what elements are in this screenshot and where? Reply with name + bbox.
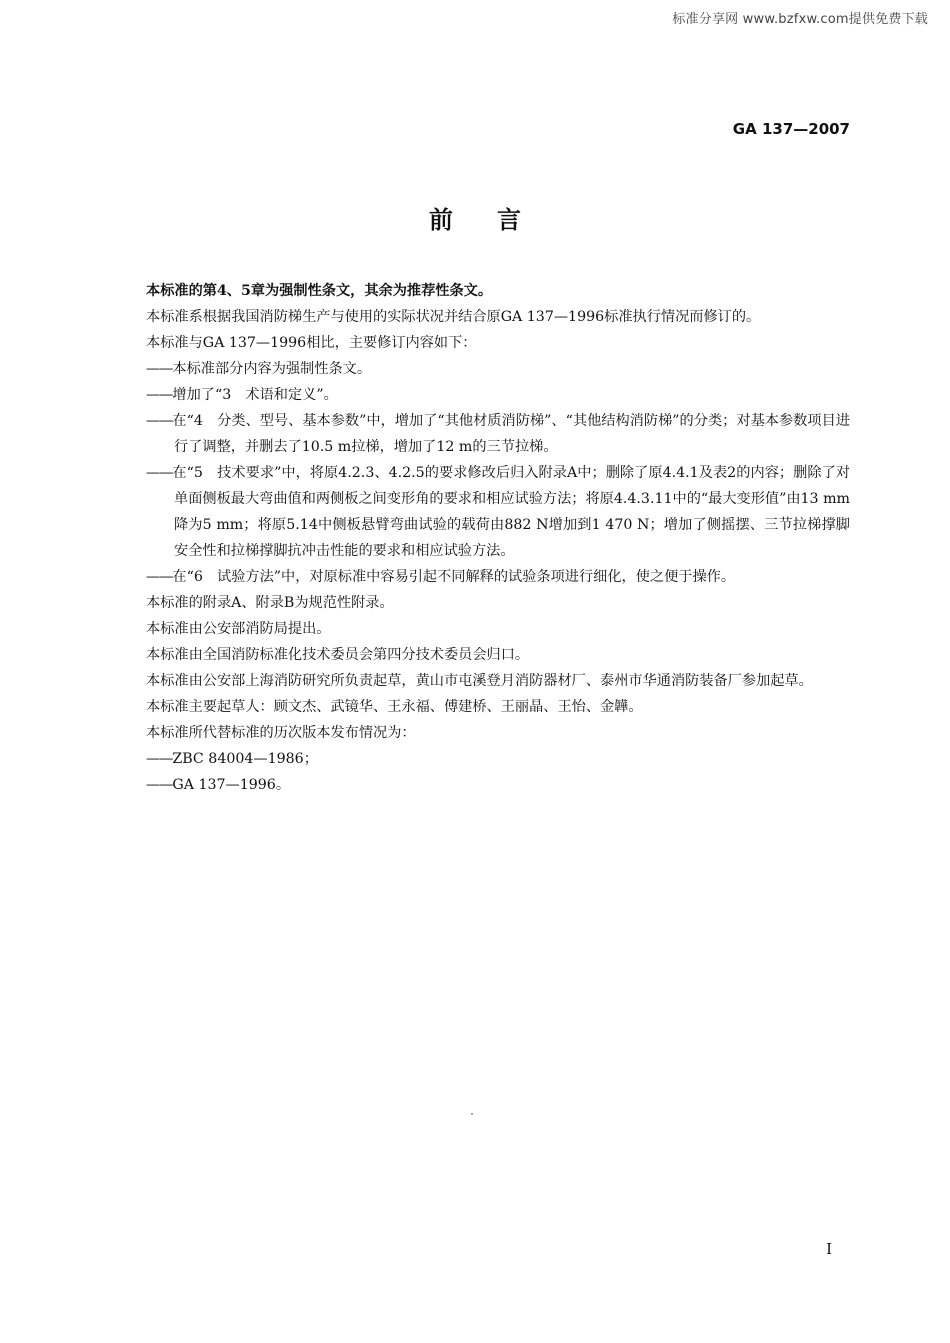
dash-prefix: —— — [146, 751, 173, 767]
revision-item: ——本标准部分内容为强制性条文。 — [146, 361, 372, 377]
paragraph-history-intro: 本标准所代替标准的历次版本发布情况为： — [146, 725, 416, 741]
document-body — [118, 278, 850, 798]
paragraph-committee: 本标准由全国消防标准化技术委员会第四分技术委员会归口。 — [146, 647, 530, 663]
dash-prefix: —— — [146, 465, 173, 481]
revision-item: ——增加了“3 术语和定义”。 — [146, 387, 338, 403]
paragraph-drafters: 本标准主要起草人：顾文杰、武镜华、王永福、傅建桥、王丽晶、王怡、金韡。 — [146, 699, 643, 715]
dash-prefix: —— — [146, 777, 173, 793]
paragraph-revision-intro: 本标准与GA 137—1996相比，主要修订内容如下： — [146, 335, 477, 351]
dash-prefix: —— — [146, 413, 173, 429]
paragraph-drafters-org: 本标准由公安部上海消防研究所负责起草，黄山市屯溪登月消防器材厂、泰州市华通消防装备厂参加起草。 — [146, 673, 813, 689]
watermark-text: 标准分享网 www.bzfxw.com提供免费下载 — [672, 12, 928, 27]
dash-prefix: —— — [146, 361, 173, 377]
page-number: I — [826, 1240, 832, 1258]
page-title: 前言 — [429, 206, 565, 234]
paragraph-proposer: 本标准由公安部消防局提出。 — [146, 621, 331, 637]
dash-prefix: —— — [146, 387, 173, 403]
scan-speck — [471, 1113, 473, 1115]
history-item: ——GA 137—1996。 — [146, 777, 291, 793]
standard-code: GA 137—2007 — [732, 120, 850, 138]
history-item: ——ZBC 84004—1986； — [146, 751, 318, 767]
paragraph-annexes: 本标准的附录A、附录B为规范性附录。 — [146, 595, 394, 611]
revision-item: ——在“4 分类、型号、基本参数”中，增加了“其他材质消防梯”、“其他结构消防梯”的分类；对基本参数项目进行了调整，并删去了10.5 m拉梯，增加了12 m的三节拉梯。 — [146, 413, 850, 455]
paragraph-basis: 本标准系根据我国消防梯生产与使用的实际状况并结合原GA 137—1996标准执行情况而修订的。 — [146, 309, 761, 325]
paragraph-mandatory-clauses: 本标准的第4、5章为强制性条文，其余为推荐性条文。 — [146, 283, 493, 299]
dash-prefix: —— — [146, 569, 173, 585]
revision-item: ——在“6 试验方法”中，对原标准中容易引起不同解释的试验条项进行细化，使之便于操作。 — [146, 569, 736, 585]
revision-item: ——在“5 技术要求”中，将原4.2.3、4.2.5的要求修改后归入附录A中；删除了原4.4.1及表2的内容；删除了对单面侧板最大弯曲值和两侧板之间变形角的要求和相应试验方法；将原4.4.3.11中的“最大变形值”由13 mm降为5 mm；将原5.14中侧板悬臂弯曲试验的载荷由882 N增加到1 470 N；增加了侧摇摆、三节拉梯撑脚安全性和拉梯撑脚抗冲击性能的要求和相应试验方法。 — [146, 465, 850, 559]
